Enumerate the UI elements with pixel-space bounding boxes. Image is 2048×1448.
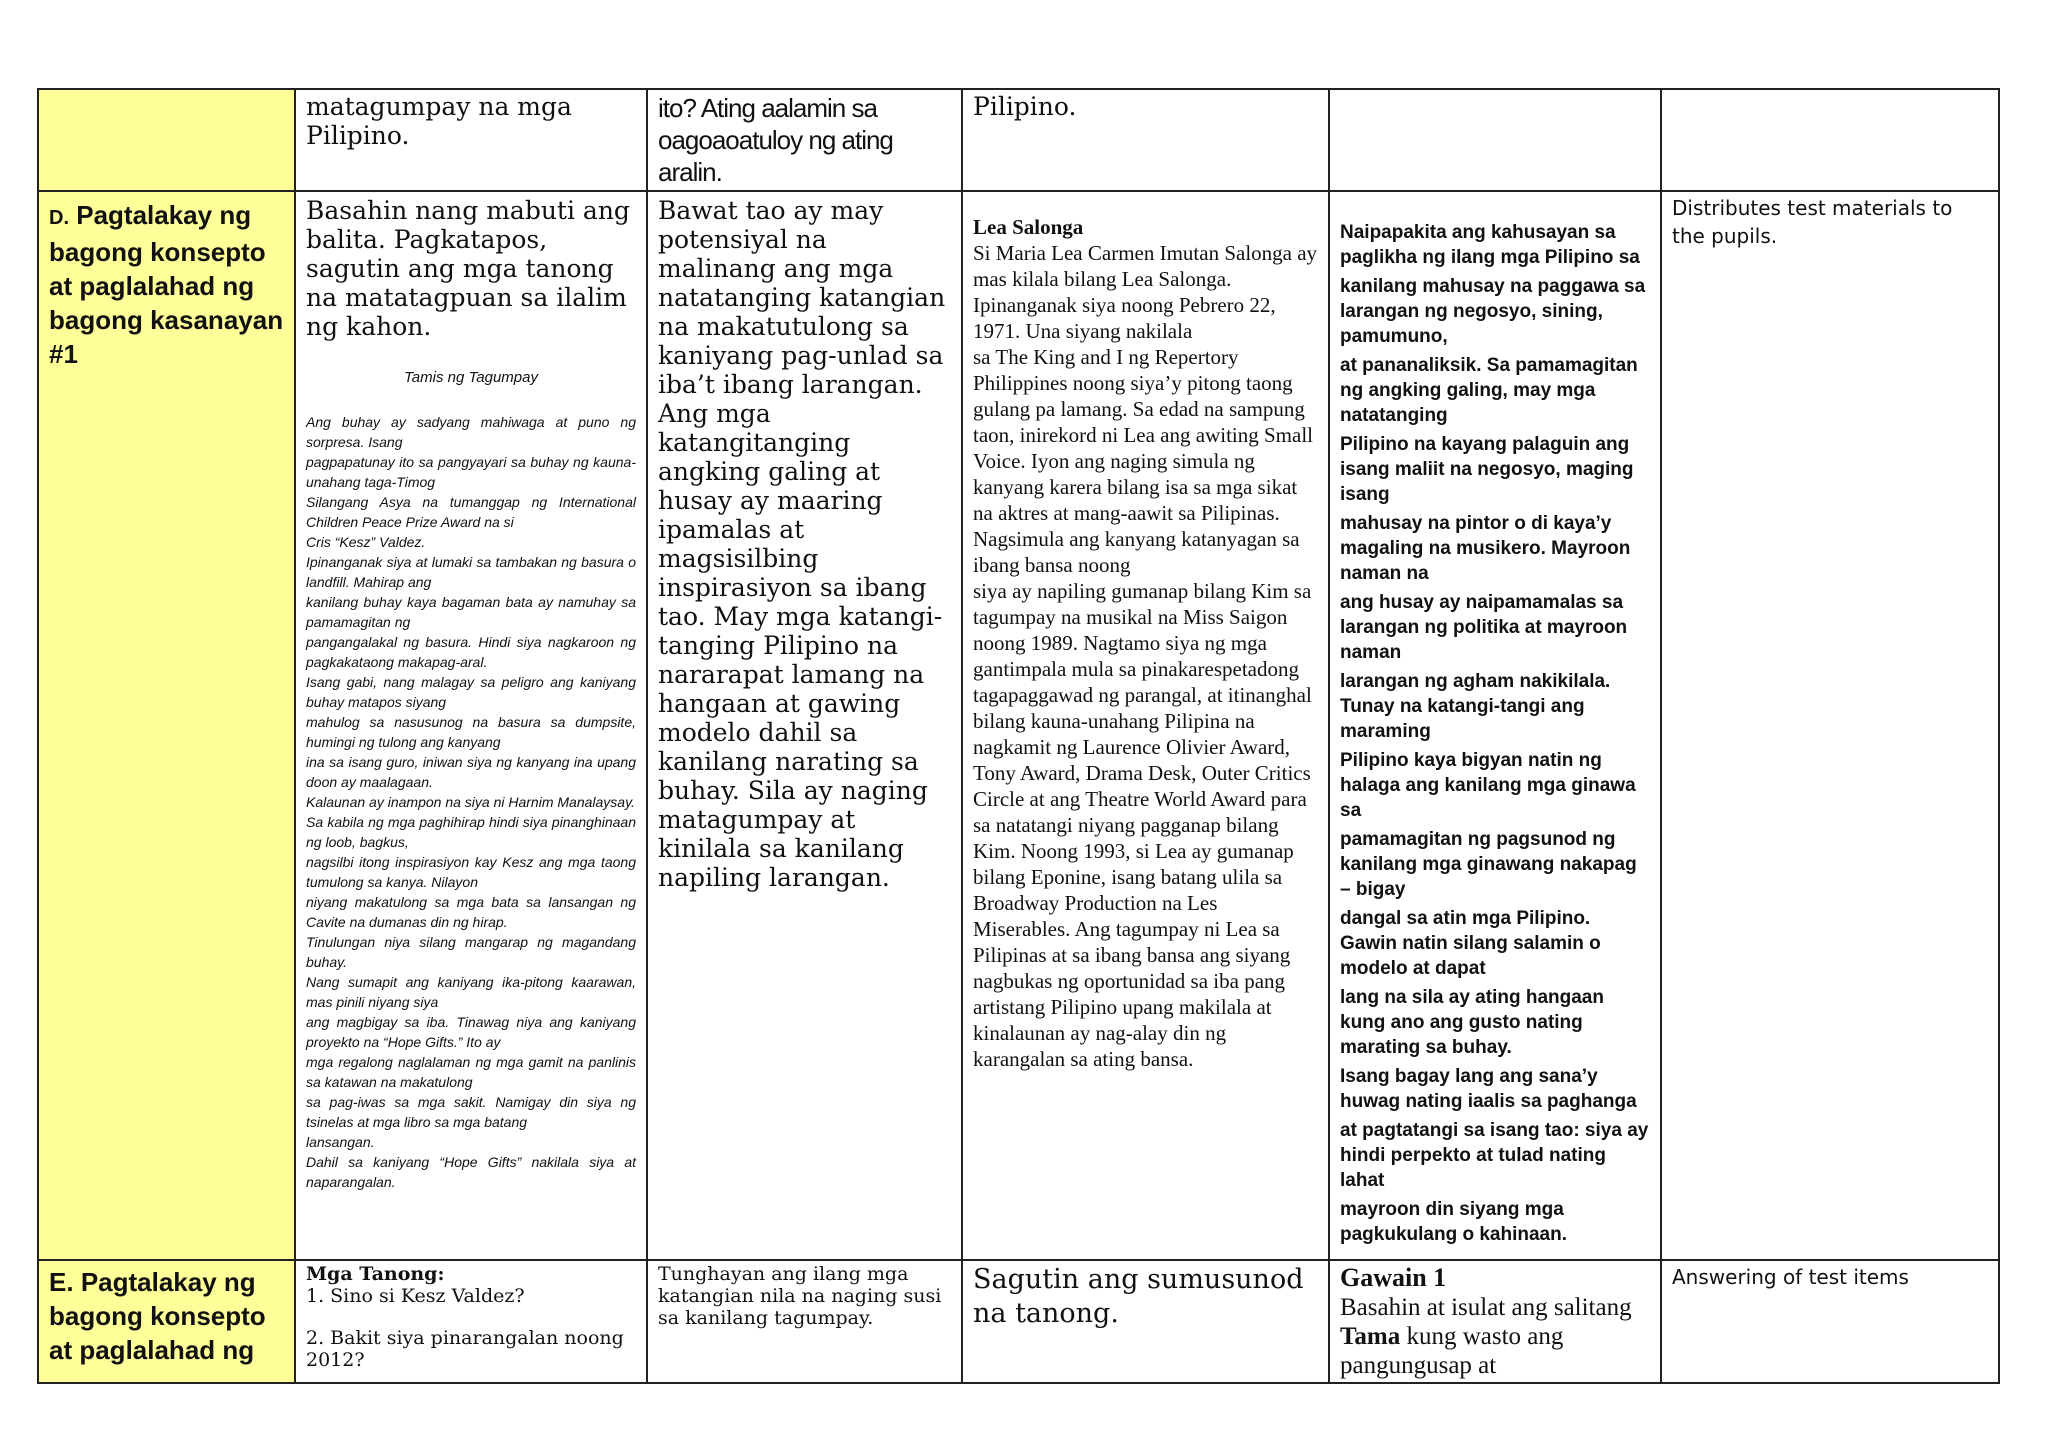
top-col3-cell: [647, 89, 962, 191]
lea-salonga-body: Si Maria Lea Carmen Imutan Salonga ay mas kilala bilang Lea Salonga. Ipinanganak siya noong Pebrero 22, 1971. Una siyang nakilala sa The King and I ng Repertory Philippines noong siya’y pitong taong gulang pa lamang. Sa edad na sampung taon, inirekord ni Lea ang awiting Small Voice. Iyon ang naging simula ng kanyang karera bilang isa sa mga sikat na aktres at mang-aawit sa Pilipinas. Nagsimula ang kanyang katanyagan sa ibang bansa noong siya ay napiling gumanap bilang Kim sa tagumpay na musikal na Miss Saigon noong 1989. Nagtamo siya ng mga gantimpala mula sa pinakarespetadong tagapaggawad ng parangal, at itinanghal bilang kauna-unahang Pilipina na nagkamit ng Laurence Olivier Award, Tony Award, Drama Desk, Outer Critics Circle at ang Theatre World Award para sa natatangi niyang pagganap bilang Kim. Noong 1993, si Lea ay gumanap bilang Eponine, isang batang ulila sa Broadway Production na Les Miserables. Ang tagumpay ni Lea sa Pilipinas at sa ibang bansa ang siyang nagbukas ng oportunidad sa iba pang artistang Pilipino upang makilala at kinalaunan ay nag-alay din ng karangalan sa ating bansa.: [973, 241, 1318, 1071]
row-d-label: Pagtalakay ng bagong konsepto at paglalahad ng bagong kasanayan #1: [49, 200, 284, 369]
excellence-line: Pilipino na kayang palaguin ang isang maliit na negosyo, maging isang: [1340, 434, 1634, 505]
poem-line: pangangalakal ng basura. Hindi siya nagkaroon ng pagkakataong makapag-aral.: [306, 634, 636, 670]
poem-line: Ipinanganak siya at lumaki sa tambakan ng basura o landfill. Mahirap ang: [306, 554, 636, 590]
excellence-line: at pananaliksik. Sa pamamagitan ng angking galing, may mga natatanging: [1340, 355, 1638, 426]
poem-line: Ang buhay ay sadyang mahiwaga at puno ng sorpresa. Isang: [306, 414, 636, 450]
table-row-e: [38, 1260, 1999, 1383]
excellence-line: Naipapakita ang kahusayan sa paglikha ng ilang mga Pilipino sa: [1340, 222, 1640, 268]
teacher-activity-cell-e: [1661, 1260, 1999, 1383]
poem-line: Kalaunan ay inampon na siya ni Harnim Manalaysay.: [306, 794, 635, 810]
excellence-line: Isang bagay lang ang sana’y huwag nating iaalis sa paghanga: [1340, 1066, 1637, 1112]
poem-line: Sa kabila ng mga paghihirap hindi siya pinanghinaan ng loob, bagkus,: [306, 814, 636, 850]
excellence-line: kanilang mahusay na paggawa sa larangan ng negosyo, sining, pamumuno,: [1340, 276, 1646, 347]
table-row-top: [38, 89, 1999, 191]
teacher-activity-cell-d: [1661, 191, 1999, 1260]
concept-cell: [647, 191, 962, 1260]
excellence-line: ang husay ay naipamamalas sa larangan ng politika at mayroon naman: [1340, 592, 1628, 663]
poem-line: Silangang Asya na tumanggap ng International Children Peace Prize Award na si: [306, 494, 636, 530]
poem-line: Isang gabi, nang malagay sa peligro ang kaniyang buhay matapos siyang: [306, 674, 636, 710]
poem-line: Nang sumapit ang kaniyang ika-pitong kaarawan, mas pinili niyang siya: [306, 974, 636, 1010]
excellence-cell: [1329, 191, 1661, 1260]
poem-line: Tinulungan niya silang mangarap ng magandang buhay.: [306, 934, 636, 970]
top-col2-text: matagumpay na mga Pilipino.: [306, 92, 572, 150]
excellence-line: dangal sa atin mga Pilipino. Gawin natin silang salamin o modelo at dapat: [1340, 908, 1601, 979]
lesson-plan-table: [37, 88, 2000, 1384]
questions-heading: Mga Tanong:: [306, 1263, 445, 1285]
excellence-line: lang na sila ay ating hangaan kung ano ang gusto nating marating sa buhay.: [1340, 987, 1604, 1058]
table-row-d: [38, 191, 1999, 1260]
traits-text: Tunghayan ang ilang mga katangian nila na naging susi sa kanilang tagumpay.: [658, 1263, 942, 1329]
row-d-letter: D.: [49, 207, 69, 229]
gawain-cell: [1329, 1260, 1661, 1383]
top-col2-cell: [295, 89, 647, 191]
questions-cell: [295, 1260, 647, 1383]
row-e-letter: E.: [49, 1267, 74, 1297]
top-col5-cell: [1329, 89, 1661, 191]
lea-salonga-cell: [962, 191, 1329, 1260]
poem-line: lansangan.: [306, 1134, 375, 1150]
teacher-activity-d: Distributes test materials to the pupils.: [1672, 196, 1953, 248]
poem-line: pagpapatunay ito sa pangyayari sa buhay ng kauna-unahang taga-Timog: [306, 454, 636, 490]
excellence-line: pamamagitan ng pagsunod ng kanilang mga ginawang nakapag – bigay: [1340, 829, 1637, 900]
excellence-text: [1340, 220, 1650, 1247]
poem-line: Dahil sa kaniyang “Hope Gifts” nakilala siya at naparangalan.: [306, 1154, 636, 1190]
excellence-line: Pilipino kaya bigyan natin ng halaga ang kanilang mga ginawa sa: [1340, 750, 1636, 821]
poem-line: ang magbigay sa iba. Tinawag niya ang kaniyang proyekto na “Hope Gifts.” Ito ay: [306, 1014, 636, 1050]
poem-line: mga regalong naglalaman ng mga gamit na panlinis sa katawan na makatulong: [306, 1054, 636, 1090]
lea-salonga-name: Lea Salonga: [973, 215, 1084, 239]
poem-body: [306, 412, 636, 1192]
concept-text: Bawat tao ay may potensiyal na malinang ang mga natatanging katangian na makatutulong sa kaniyang pag-unlad sa iba’t ibang larangan. Ang mga katangitanging angking galing at husay ay maaring ipamalas at magsisilbing inspirasiyon sa ibang tao. May mga katangi-tanging Pilipino na nararapat lamang na hangaan at gawing modelo dahil sa kanilang narating sa buhay. Sila ay naging matagumpay at kinilala sa kanilang napiling larangan.: [658, 196, 946, 892]
row-label-top: [38, 89, 295, 191]
answer-prompt: Sagutin ang sumusunod na tanong.: [973, 1264, 1304, 1329]
row-label-e: [38, 1260, 295, 1383]
news-cell: [295, 191, 647, 1260]
excellence-line: at pagtatangi sa isang tao: siya ay hindi perpekto at tulad nating lahat: [1340, 1120, 1649, 1191]
top-col4-text: Pilipino.: [973, 92, 1077, 121]
poem-line: ina sa isang guro, iniwan siya ng kanyang ina upang doon ay maalagaan.: [306, 754, 636, 790]
poem-line: mahulog sa nasusunog na basura sa dumpsite, humingi ng tulong ang kanyang: [306, 714, 636, 750]
row-e-label: Pagtalakay ng bagong konsepto at paglalahad ng: [49, 1267, 266, 1365]
poem-line: niyang makatulong sa mga bata sa lansangan ng Cavite na dumanas din ng hirap.: [306, 894, 636, 930]
poem-title: Tamis ng Tagumpay: [404, 369, 538, 386]
traits-cell: [647, 1260, 962, 1383]
poem-line: Cris “Kesz” Valdez.: [306, 534, 426, 550]
top-col6-cell: [1661, 89, 1999, 191]
excellence-line: mahusay na pintor o di kaya’y magaling na musikero. Mayroon naman na: [1340, 513, 1631, 584]
top-col4-cell: [962, 89, 1329, 191]
row-label-d: [38, 191, 295, 1260]
teacher-activity-e: Answering of test items: [1672, 1265, 1909, 1289]
question-2: 2. Bakit siya pinarangalan noong 2012?: [306, 1327, 624, 1371]
gawain-bold-word: Tama: [1340, 1323, 1401, 1350]
poem-line: kanilang buhay kaya bagaman bata ay namuhay sa pamamagitan ng: [306, 594, 636, 630]
excellence-line: mayroon din siyang mga pagkukulang o kahinaan.: [1340, 1199, 1567, 1245]
excellence-line: larangan ng agham nakikilala. Tunay na katangi-tangi ang maraming: [1340, 671, 1611, 742]
gawain-title: Gawain 1: [1340, 1263, 1447, 1292]
answer-prompt-cell: [962, 1260, 1329, 1383]
gawain-instructions: Basahin at isulat ang salitang Tama kung wasto ang pangungusap at: [1340, 1294, 1632, 1379]
poem-line: nagsilbi itong inspirasiyon kay Kesz ang mga taong tumulong sa kanya. Nilayon: [306, 854, 636, 890]
top-col3-text: ito? Ating aalamin sa oagoaoatuloy ng ating aralin.: [658, 93, 893, 187]
poem-line: sa pag-iwas sa mga sakit. Namigay din siya ng tsinelas at mga libro sa mga batang: [306, 1094, 636, 1130]
question-1: 1. Sino si Kesz Valdez?: [306, 1285, 525, 1307]
news-instructions: Basahin nang mabuti ang balita. Pagkatapos, sagutin ang mga tanong na matatagpuan sa ilalim ng kahon.: [306, 196, 630, 341]
